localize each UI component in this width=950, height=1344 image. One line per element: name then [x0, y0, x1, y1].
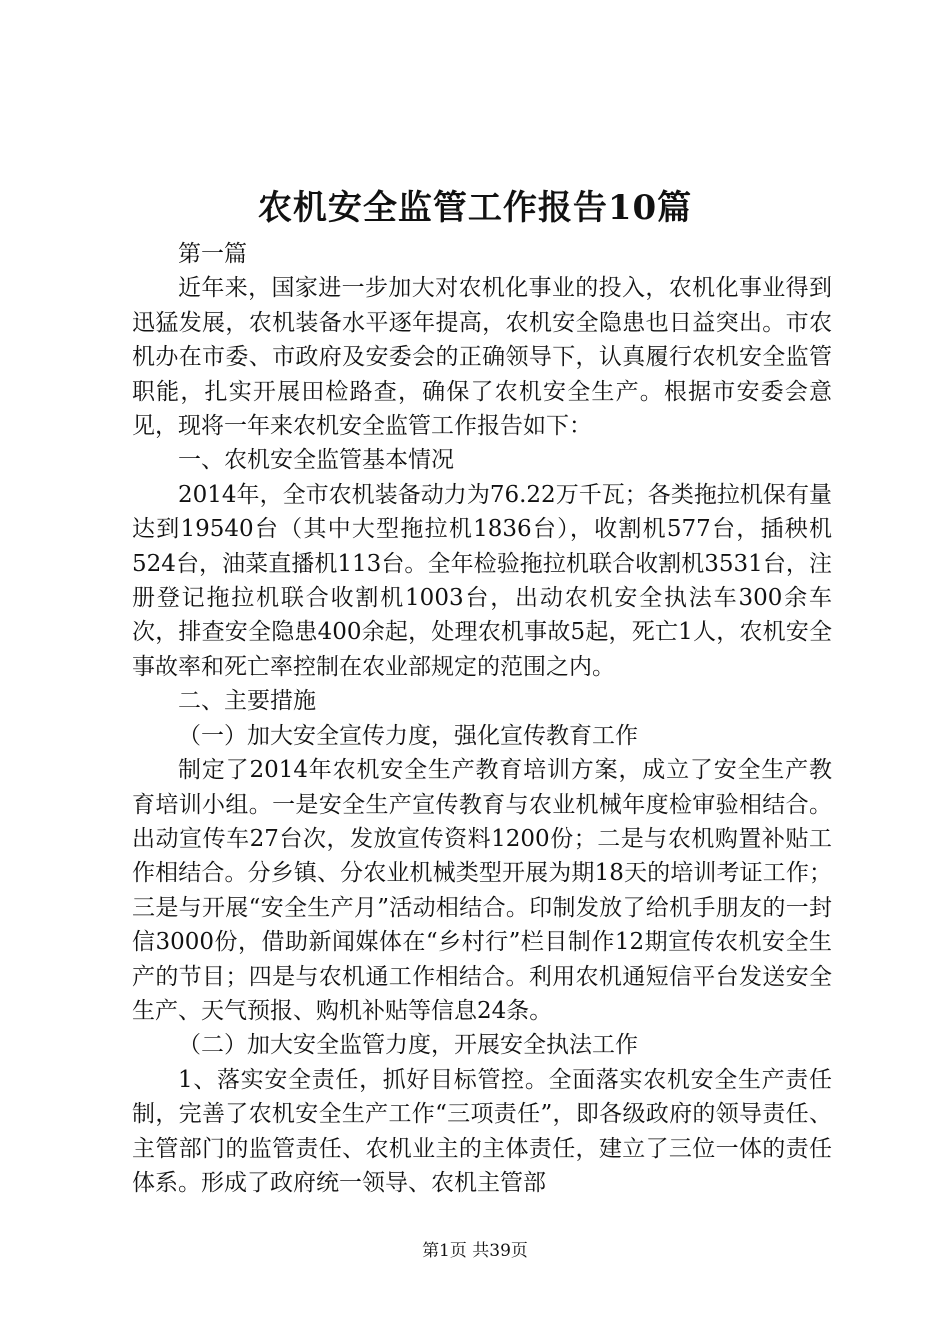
section-heading-first: 第一篇 — [178, 241, 247, 267]
section-heading: 一、农机安全监管基本情况 — [178, 447, 454, 474]
document-body — [132, 237, 832, 1200]
subsection-heading: （一）加大安全宣传力度，强化宣传教育工作 — [178, 722, 638, 749]
section-heading: 二、主要措施 — [178, 688, 316, 715]
subsection-heading: （二）加大安全监管力度，开展安全执法工作 — [178, 1032, 638, 1059]
paragraph: 1、落实安全责任，抓好目标管控。全面落实农机安全生产责任制，完善了农机安全生产工作“三项责任”，即各级政府的领导责任、主管部门的监管责任、农机业主的主体责任，建立了三位一体的责任体系。形成了政府统一领导、农机主管部 — [132, 1066, 832, 1196]
paragraph: 制定了2014年农机安全生产教育培训方案，成立了安全生产教育培训小组。一是安全生产宣传教育与农业机械年度检审验相结合。出动宣传车27台次，发放宣传资料1200份；二是与农机购置补贴工作相结合。分乡镇、分农业机械类型开展为期18天的培训考证工作；三是与开展“安全生产月”活动相结合。印制发放了给机手朋友的一封信3000份，借助新闻媒体在“乡村行”栏目制作12期宣传农机安全生产的节目；四是与农机通工作相结合。利用农机通短信平台发送安全生产、天气预报、购机补贴等信息24条。 — [132, 757, 832, 1024]
page-footer: 第1页 共39页 — [422, 1241, 528, 1261]
paragraph: 近年来，国家进一步加大对农机化事业的投入，农机化事业得到迅猛发展，农机装备水平逐年提高，农机安全隐患也日益突出。市农机办在市委、市政府及安委会的正确领导下，认真履行农机安全监管职能，扎实开展田检路查，确保了农机安全生产。根据市安委会意见，现将一年来农机安全监管工作报告如下： — [132, 275, 832, 440]
paragraph: 2014年，全市农机装备动力为76.22万千瓦；各类拖拉机保有量达到19540台（其中大型拖拉机1836台），收割机577台，插秧机524台，油菜直播机113台。全年检验拖拉机联合收割机3531台，注册登记拖拉机联合收割机1003台，出动农机安全执法车300余车次，排查安全隐患400余起，处理农机事故5起，死亡1人，农机安全事故率和死亡率控制在农业部规定的范围之内。 — [132, 481, 832, 680]
document-title: 农机安全监管工作报告10篇 — [257, 188, 693, 228]
